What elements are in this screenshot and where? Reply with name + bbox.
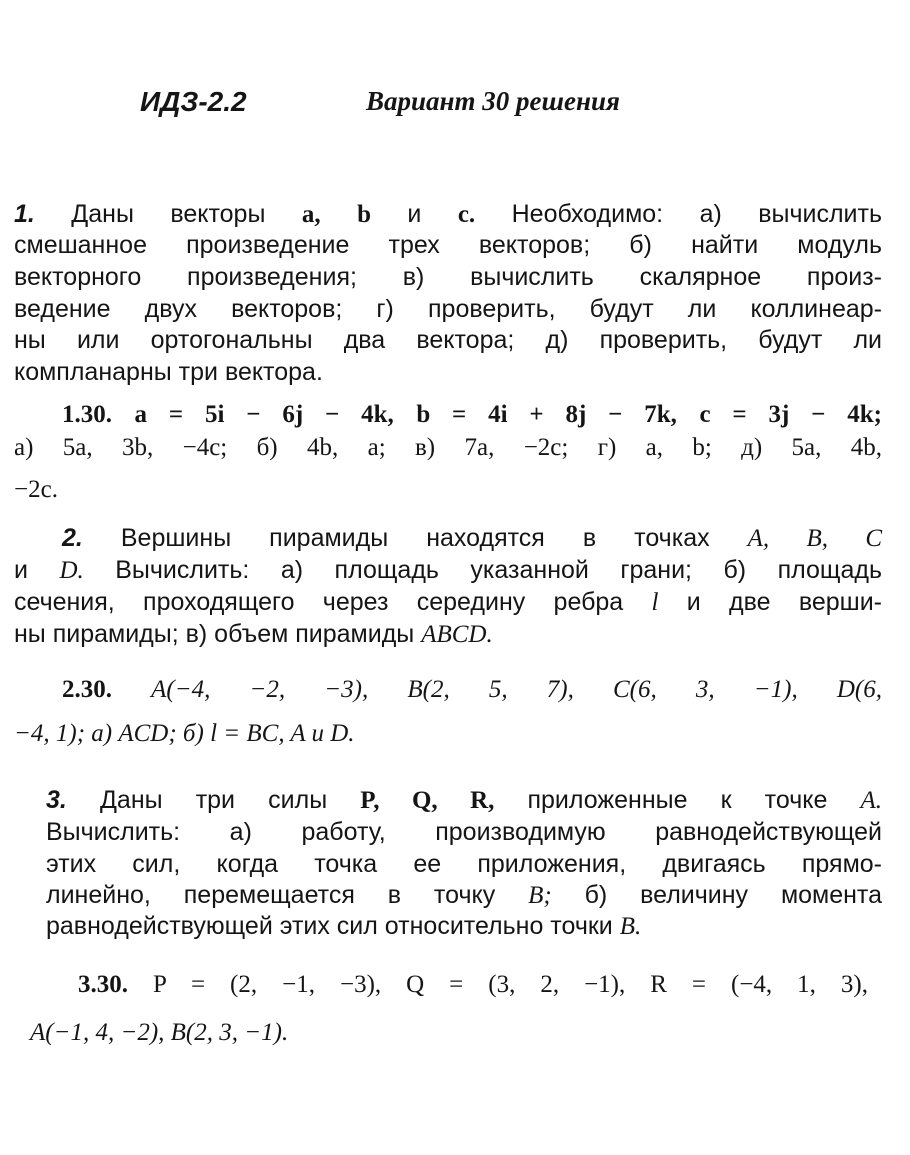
variant2-number: 2.30. [62, 676, 112, 703]
problem2-number: 2. [62, 524, 83, 552]
problem3-line5: равнодействующей этих сил относительно точки B. [46, 912, 642, 940]
problem3-line2: Вычислить: а) работу, производимую равнодействующей [46, 818, 882, 846]
variant3-line2: A(−1, 4, −2), B(2, 3, −1). [30, 1019, 289, 1046]
problem2-line3: сечения, проходящего через середину ребра l и две верши- [14, 588, 882, 616]
variant1-number: 1.30. [62, 401, 112, 428]
problem2-line2: и D. Вычислить: а) площадь указанной грани; б) площадь [14, 556, 882, 584]
variant1-line1: 1.30. a = 5i − 6j − 4k, b = 4i + 8j − 7k, c = 3j − 4k; [62, 401, 882, 428]
assignment-title: ИДЗ-2.2 [140, 86, 247, 117]
problem1-line5: ны или ортогональны два вектора; д) проверить, будут ли [14, 326, 882, 354]
problem3-line3: этих сил, когда точка ее приложения, двигаясь прямо- [46, 850, 882, 878]
problem2-line1: 2. Вершины пирамиды находятся в точках A, B, C [62, 524, 882, 552]
variant1-line2: а) 5a, 3b, −4c; б) 4b, a; в) 7a, −2c; г) a, b; д) 5a, 4b, [14, 434, 882, 461]
problem3-line1: 3. Даны три силы P, Q, R, приложенные к точке A. [46, 786, 883, 814]
problem1-line6: компланарны три вектора. [14, 358, 323, 386]
problem3-line4: линейно, перемещается в точку B; б) величину момента [46, 881, 883, 909]
variant3-number: 3.30. [78, 971, 128, 998]
variant1-line3: −2c. [14, 476, 58, 503]
variant2-line2: −4, 1); а) ACD; б) l = BC, A и D. [14, 720, 355, 747]
variant2-line1: 2.30. A(−4, −2, −3), B(2, 5, 7), C(6, 3, −1), D(6, [62, 676, 883, 703]
problem2-line4: ны пирамиды; в) объем пирамиды ABCD. [14, 620, 493, 648]
problem3-number: 3. [46, 786, 67, 814]
variant3-line1: 3.30. P = (2, −1, −3), Q = (3, 2, −1), R = (−4, 1, 3), [78, 971, 868, 998]
problem1-line2: смешанное произведение трех векторов; б) найти модуль [14, 231, 882, 259]
problem1-number: 1. [14, 200, 35, 228]
problem1-line4: ведение двух векторов; г) проверить, будут ли коллинеар- [14, 295, 882, 323]
problem1-line1: 1. Даны векторы a, b и c. Необходимо: а) вычислить [14, 200, 882, 228]
variant-subtitle: Вариант 30 решения [366, 86, 620, 116]
problem1-line3: векторного произведения; в) вычислить скалярное произ- [14, 263, 882, 291]
